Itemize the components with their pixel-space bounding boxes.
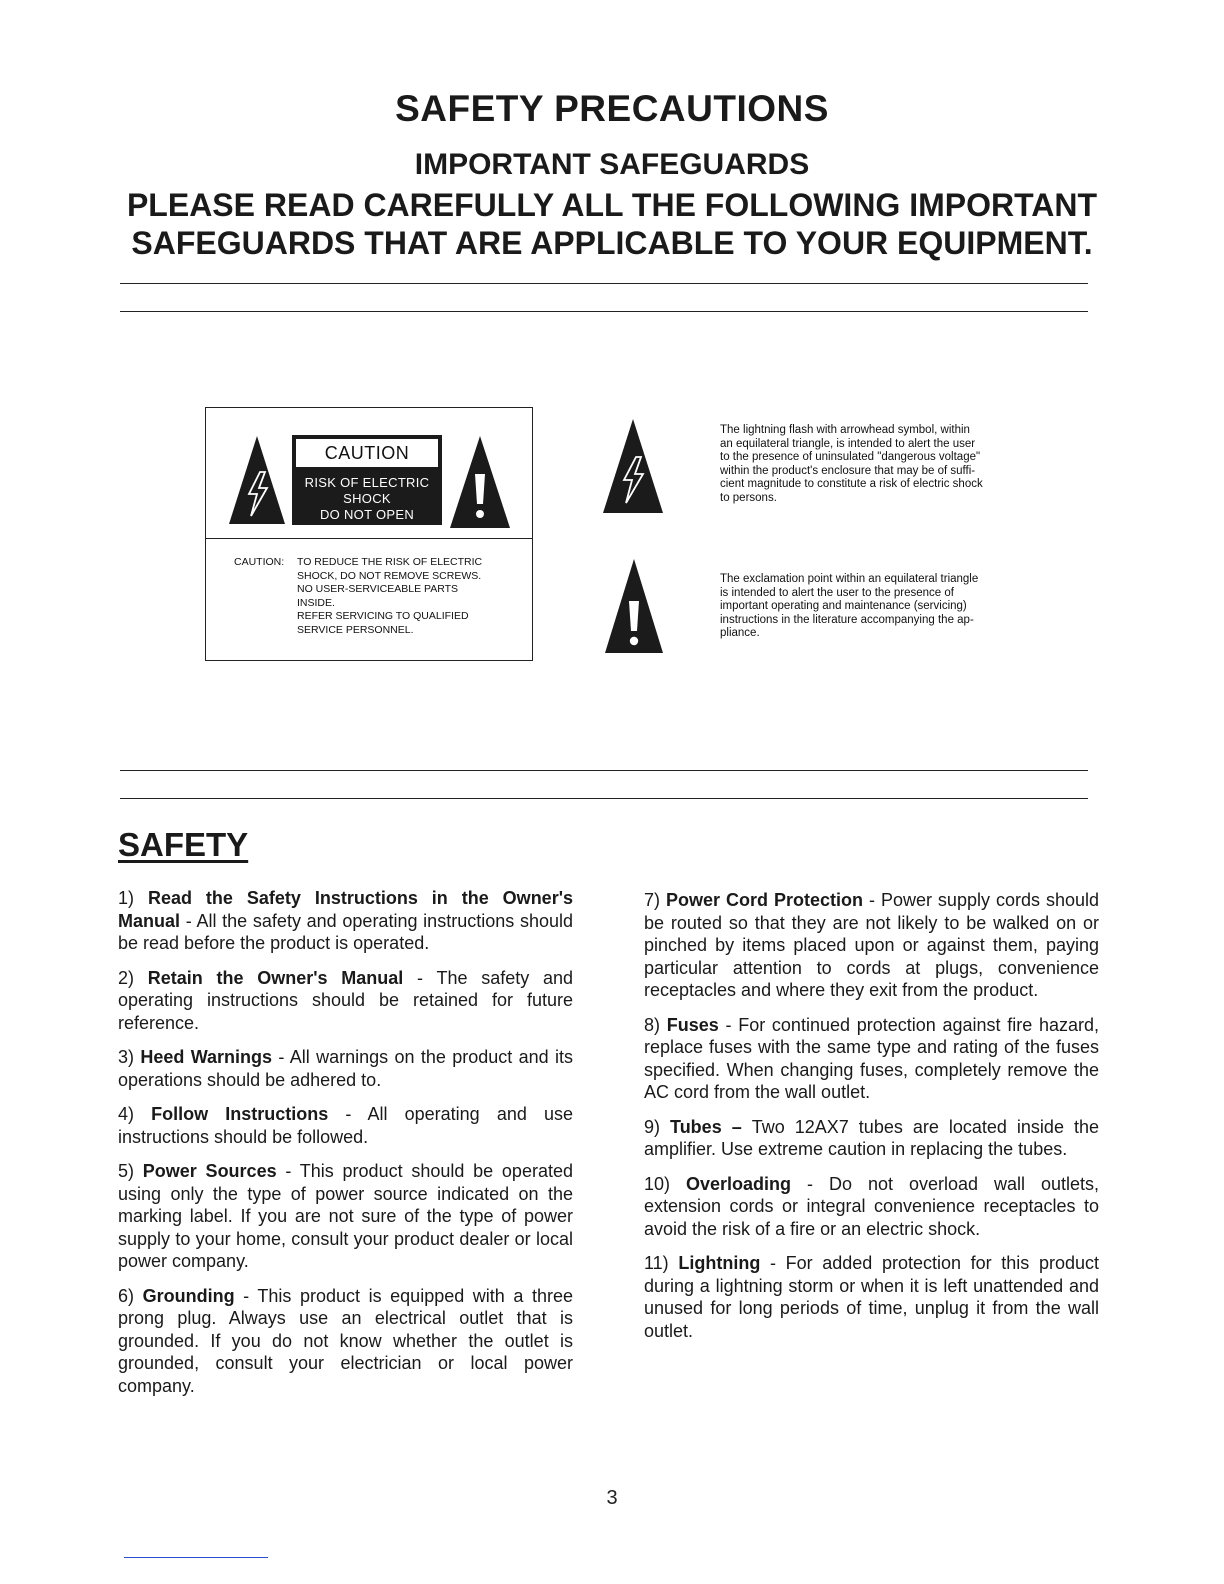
safety-item-title: Grounding <box>142 1285 235 1306</box>
caution-label-line: DO NOT OPEN <box>319 507 415 522</box>
safety-item: 2) Retain the Owner's Manual - The safety and operating instructions should be retained for future reference. <box>118 967 574 1033</box>
lightning-text-line: an equilateral triangle, is intended to alert the user <box>720 437 976 450</box>
safety-item: 6) Grounding - This product is equipped with a three prong plug. Always use an electrical outlet that is grounded. If you do not know whether the outlet is grounded, consult your electrician or local power company. <box>118 1285 574 1396</box>
caution-box <box>205 407 533 661</box>
safety-item-title: Power Sources <box>142 1161 277 1181</box>
exclamation-symbol-icon <box>603 557 665 655</box>
safety-item: 3) Heed Warnings - All warnings on the product and its operations should be adhered to. <box>118 1047 573 1090</box>
safety-item-title: Fuses <box>666 1014 719 1035</box>
notice-heading <box>0 186 1224 262</box>
divider-rule <box>120 770 1088 771</box>
lightning-symbol-icon <box>601 417 665 515</box>
exclamation-text-line: is intended to alert the user to the presence of <box>720 586 954 599</box>
exclamation-text-line: important operating and maintenance (servicing) <box>720 600 967 612</box>
safety-item-title: Power Cord Protection <box>666 890 863 910</box>
lightning-warning-icon <box>227 434 287 526</box>
footer-link-line <box>124 1557 268 1558</box>
caution-text-line: TO REDUCE THE RISK OF ELECTRIC <box>297 556 483 568</box>
exclamation-symbol-description <box>720 573 1040 641</box>
safety-item: 8) Fuses - For continued protection against fire hazard, replace fuses with the same type and rating of the fuses specified. When changing fuses, completely remove the AC cord from the wall outlet. <box>644 1014 1099 1102</box>
safety-item: 10) Overloading - Do not overload wall outlets, extension cords or integral convenience receptacles to avoid the risk of a fire or an electric shock. <box>644 1173 1100 1239</box>
caution-text-line: NO USER-SERVICEABLE PARTS <box>297 583 459 595</box>
caution-text-line: SERVICE PERSONNEL. <box>297 623 414 636</box>
safety-item-title: Read the Safety Instructions in the Owner's Manual <box>118 888 573 931</box>
page-title: SAFETY PRECAUTIONS <box>395 88 829 129</box>
caution-text-line: INSIDE. <box>297 596 335 609</box>
notice-line-1: PLEASE READ CAREFULLY ALL THE FOLLOWING IMPORTANT <box>126 187 1098 223</box>
lightning-text-line: cient magnitude to constitute a risk of electric shock <box>720 478 983 490</box>
lightning-text-line: within the product's enclosure that may be of suffi- <box>720 464 976 477</box>
page-number: 3 <box>606 1487 618 1509</box>
divider-rule <box>120 283 1088 284</box>
page-subtitle: IMPORTANT SAFEGUARDS <box>414 148 810 181</box>
notice-line-2: SAFEGUARDS THAT ARE APPLICABLE TO YOUR EQUIPMENT. <box>131 225 1093 261</box>
exclamation-text-line: instructions in the literature accompanying the ap- <box>720 613 974 626</box>
caution-box-divider <box>206 538 532 539</box>
exclamation-text-line: pliance. <box>720 627 760 639</box>
safety-column-left <box>118 887 573 1409</box>
lightning-text-line: The lightning flash with arrowhead symbol, within <box>720 424 970 436</box>
safety-item-title: Retain the Owner's Manual <box>147 967 404 988</box>
safety-item-title: Follow Instructions <box>151 1104 329 1124</box>
safety-item-title: Heed Warnings <box>140 1047 273 1067</box>
safety-item: 4) Follow Instructions - All operating and use instructions should be followed. <box>118 1104 573 1147</box>
safety-item-title: Lightning <box>678 1253 761 1273</box>
safety-heading: SAFETY <box>118 826 249 863</box>
safety-item-title: Tubes <box>670 1116 722 1137</box>
safety-item: 9) Tubes – Two 12AX7 tubes are located inside the amplifier. Use extreme caution in replacing the tubes. <box>644 1116 1099 1159</box>
caution-lead: CAUTION: <box>234 556 285 568</box>
lightning-text-line: to persons. <box>720 491 777 504</box>
safety-item: 1) Read the Safety Instructions in the Owner's Manual - All the safety and operating instructions should be read before the product is operated. <box>118 888 573 953</box>
caution-label-line: SHOCK <box>343 491 391 506</box>
safety-item: 11) Lightning - For added protection for this product during a lightning storm or when it is left unattended and unused for long periods of time, unplug it from the wall outlet. <box>644 1253 1099 1341</box>
caution-label-line: RISK OF ELECTRIC <box>304 475 430 490</box>
caution-text-line: REFER SERVICING TO QUALIFIED <box>297 610 469 622</box>
caution-box-text <box>234 556 534 637</box>
exclamation-warning-icon <box>448 434 512 530</box>
divider-rule <box>120 798 1088 799</box>
safety-column-right <box>644 889 1099 1354</box>
divider-rule <box>120 311 1088 312</box>
safety-item-title: Overloading <box>686 1173 792 1194</box>
lightning-text-line: to the presence of uninsulated "dangerous voltage" <box>720 451 981 463</box>
safety-item: 7) Power Cord Protection - Power supply cords should be routed so that they are not likely to be walked on or pinched by items placed upon or against them, paying particular attention to cords at plugs, convenience receptacles and where they exit from the product. <box>644 890 1099 1000</box>
lightning-symbol-description <box>720 424 1040 505</box>
caution-text-line: SHOCK, DO NOT REMOVE SCREWS. <box>297 569 482 582</box>
safety-item: 5) Power Sources - This product should be operated using only the type of power source indicated on the marking label. If you are not sure of the type of power supply to your home, consult your product dealer or local power company. <box>118 1161 573 1271</box>
caution-label <box>292 435 442 525</box>
caution-label-title: CAUTION <box>296 439 438 467</box>
exclamation-text-line: The exclamation point within an equilateral triangle <box>720 573 979 585</box>
